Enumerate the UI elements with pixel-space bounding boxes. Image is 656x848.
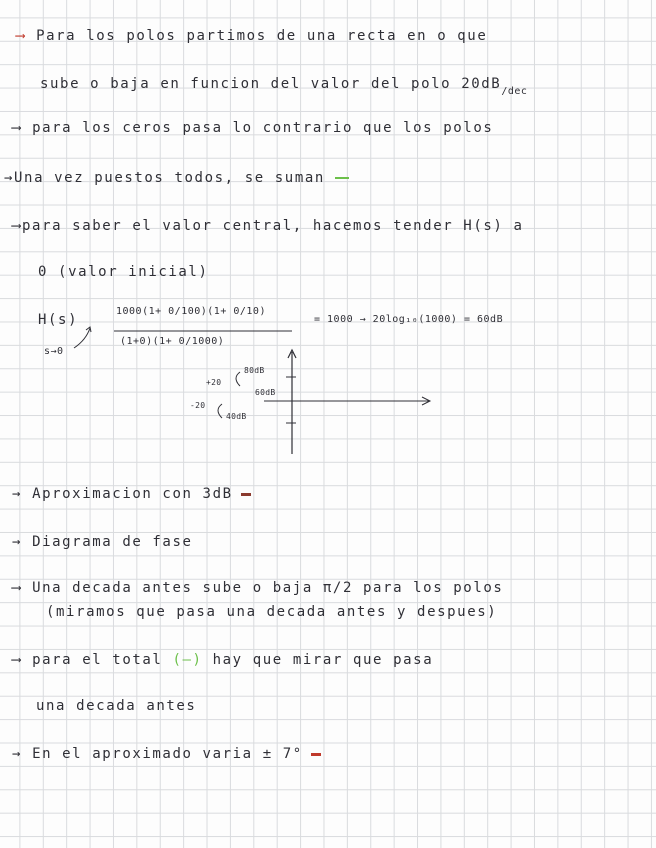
limit-text: s→0: [44, 346, 64, 357]
value-text: 40dB: [226, 412, 247, 421]
note-text: En el aproximado varia ± 7°: [32, 746, 303, 762]
arrow-icon: ⟶: [16, 28, 27, 44]
note-text: (miramos que pasa una decada antes y despues): [46, 604, 498, 620]
arrow-icon: →: [12, 746, 23, 762]
denominator-text: (1+0)(1+ 0/1000): [120, 336, 225, 347]
arrow-icon: ⟶: [12, 218, 23, 234]
green-mark-parens: (—): [172, 652, 203, 668]
arrow-icon: ⟶: [12, 120, 23, 136]
up-brace: [236, 372, 240, 386]
arrow-icon: →: [12, 534, 23, 550]
down-brace: [218, 404, 222, 418]
arrow-icon: →: [4, 170, 15, 186]
slope-text: -20: [190, 401, 206, 410]
note-text: para saber el valor central, hacemos tender H(s) a: [22, 218, 524, 234]
note-text: Diagrama de fase: [32, 534, 193, 550]
unit-label: /dec: [501, 86, 528, 97]
note-text: para el total: [32, 652, 163, 668]
note-text: Una vez puestos todos, se suman: [14, 170, 325, 186]
note-text: para los ceros pasa lo contrario que los polos: [32, 120, 494, 136]
transfer-function-label: H(s): [38, 312, 79, 328]
note-text: Para los polos partimos de una recta en o que: [36, 28, 488, 44]
numerator-text: 1000(1+ 0/100)(1+ 0/10): [116, 306, 266, 317]
arrow-icon: →: [12, 486, 23, 502]
note-text: sube o baja en funcion del valor del polo 20dB: [40, 76, 502, 92]
arrow-icon: ⟶: [12, 580, 23, 596]
note-text: una decada antes: [36, 698, 197, 714]
note-text: Aproximacion con 3dB: [32, 486, 233, 502]
limit-arrow: [74, 328, 90, 348]
note-text: 0 (valor inicial): [38, 264, 209, 280]
value-text: 60dB: [255, 388, 276, 397]
value-text: 80dB: [244, 366, 265, 375]
arrow-icon: ⟶: [12, 652, 23, 668]
note-text: hay que mirar que pasa: [212, 652, 434, 668]
rhs-text: = 1000 → 20log₁₀(1000) = 60dB: [314, 314, 504, 325]
note-text: Una decada antes sube o baja π/2 para los polos: [32, 580, 504, 596]
slope-text: +20: [206, 378, 222, 387]
